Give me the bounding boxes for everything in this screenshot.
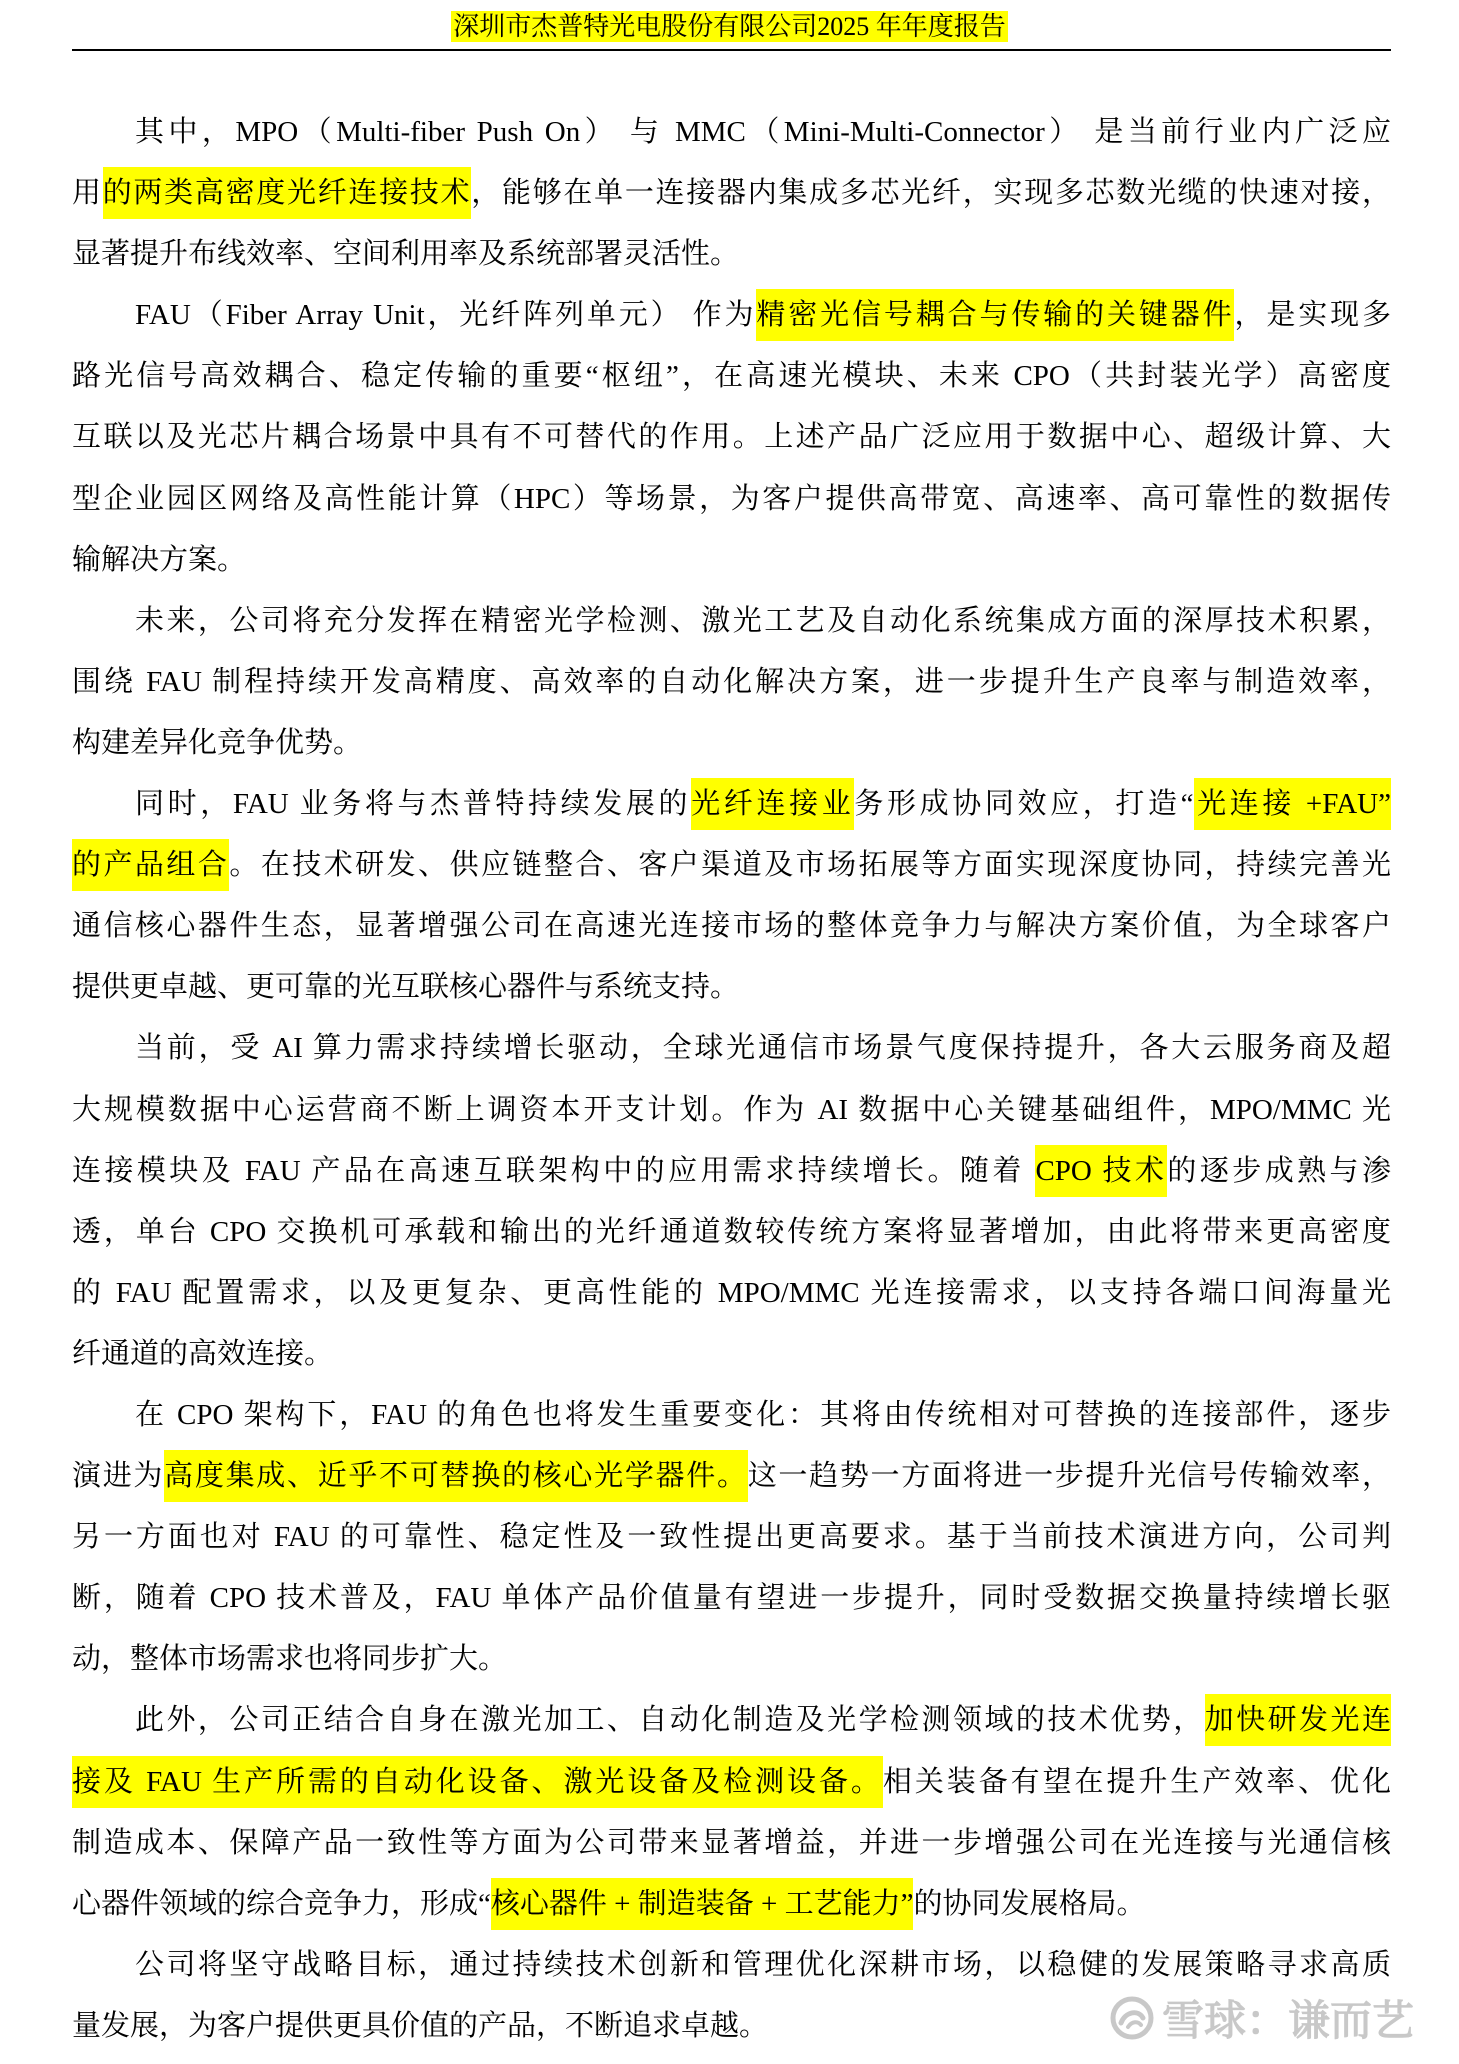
text-run: 公司将坚守战略目标，通过持续技术创新和管理优化深耕市场，以稳健的发展策略寻求高质 (135, 1948, 1391, 1981)
paragraph (72, 285, 1391, 590)
paragraph (72, 1690, 1391, 1934)
paragraph (72, 1385, 1391, 1690)
text-line (72, 1263, 1391, 1324)
text-run: 通信核心器件生态，显著增强公司在高速光连接市场的整体竞争力与解决方案价值，为全球客户 (72, 910, 1391, 943)
text-run: 相关装备有望在提升生产效率、优化 (882, 1765, 1391, 1798)
paragraph (72, 591, 1391, 774)
text-line (72, 102, 1391, 163)
text-run: 另一方面也对 FAU 的可靠性、稳定性及一致性提出更高要求。基于当前技术演进方向，公司判 (72, 1521, 1391, 1554)
report-header (0, 9, 1459, 45)
text-line (72, 713, 1391, 774)
text-line (72, 1935, 1391, 1996)
text-line (72, 774, 1391, 835)
text-line (72, 1813, 1391, 1874)
text-run: 动，整体市场需求也将同步扩大。 (72, 1643, 508, 1676)
text-run: 围绕 FAU 制程持续开发高精度、高效率的自动化解决方案，进一步提升生产良率与制造效率， (72, 665, 1391, 698)
highlighted-text: 的产品组合 (72, 839, 229, 891)
text-run: 路光信号高效耦合、稳定传输的重要“枢纽”，在高速光模块、未来 CPO（共封装光学）高密度 (72, 360, 1391, 393)
text-line (72, 407, 1391, 468)
text-run: 透，单台 CPO 交换机可承载和输出的光纤通道数较传统方案将显著增加，由此将带来更高密度 (72, 1215, 1391, 1248)
text-run: 大规模数据中心运营商不断上调资本开支计划。作为 AI 数据中心关键基础组件，MPO/MMC 光 (72, 1093, 1391, 1126)
highlighted-text: 接及 FAU 生产所需的自动化设备、激光设备及检测设备。 (72, 1756, 883, 1808)
text-run: 型企业园区网络及高性能计算（HPC）等场景，为客户提供高带宽、高速率、高可靠性的数据传 (72, 482, 1391, 515)
paragraph (72, 1018, 1391, 1385)
text-line (72, 1629, 1391, 1690)
text-line (72, 835, 1391, 896)
highlighted-text: CPO 技术 (1035, 1145, 1167, 1197)
text-line (72, 224, 1391, 285)
text-run: 此外，公司正结合自身在激光加工、自动化制造及光学检测领域的技术优势， (135, 1704, 1205, 1737)
text-line (72, 163, 1391, 224)
text-run: ，能够在单一连接器内集成多芯光纤，实现多芯数光缆的快速对接， (471, 177, 1391, 210)
paragraph (72, 774, 1391, 1018)
text-line (72, 530, 1391, 591)
header-divider (72, 49, 1391, 51)
text-line (72, 1385, 1391, 1446)
text-line (72, 652, 1391, 713)
text-run: 互联以及光芯片耦合场景中具有不可替代的作用。上述产品广泛应用于数据中心、超级计算、大 (72, 421, 1391, 454)
text-run: 务形成协同效应，打造“ (854, 788, 1194, 821)
text-run: 未来，公司将充分发挥在精密光学检测、激光工艺及自动化系统集成方面的深厚技术积累， (135, 604, 1391, 637)
watermark (1108, 1990, 1414, 2046)
text-run: 演进为 (72, 1460, 165, 1493)
text-line (72, 1874, 1391, 1935)
highlighted-text: 光纤连接业 (691, 778, 854, 830)
text-line (72, 1446, 1391, 1507)
text-line (72, 469, 1391, 530)
text-run: 构建差异化竞争优势。 (72, 726, 363, 759)
text-line (72, 1507, 1391, 1568)
text-run: 断，随着 CPO 技术普及，FAU 单体产品价值量有望进一步提升，同时受数据交换量持续增长驱 (72, 1582, 1391, 1615)
text-run: 当前，受 AI 算力需求持续增长驱动，全球光通信市场景气度保持提升，各大云服务商及超 (135, 1032, 1391, 1065)
report-header-title: 深圳市杰普特光电股份有限公司2025 年年度报告 (453, 12, 1006, 41)
text-run: 在 CPO 架构下，FAU 的角色也将发生重要变化：其将由传统相对可替换的连接部件，逐步 (135, 1398, 1391, 1431)
text-run: FAU（Fiber Array Unit，光纤阵列单元） 作为 (135, 299, 757, 332)
text-run: 输解决方案。 (72, 543, 247, 576)
text-line (72, 1752, 1391, 1813)
text-run: 的 FAU 配置需求，以及更复杂、更高性能的 MPO/MMC 光连接需求，以支持各端口间海量光 (72, 1276, 1391, 1309)
text-run: ，是实现多 (1234, 299, 1391, 332)
text-line (72, 591, 1391, 652)
text-run: 同时，FAU 业务将与杰普特持续发展的 (135, 788, 692, 821)
text-run: 连接模块及 FAU 产品在高速互联架构中的应用需求持续增长。随着 (72, 1154, 1036, 1187)
text-run: 用 (72, 177, 103, 210)
snowball-logo-icon (1108, 1994, 1156, 2042)
text-line (72, 1690, 1391, 1751)
text-run: 制造成本、保障产品一致性等方面为公司带来显著增益，并进一步增强公司在光连接与光通信核 (72, 1826, 1391, 1859)
highlighted-text: 的两类高密度光纤连接技术 (103, 167, 472, 219)
text-line (72, 285, 1391, 346)
highlighted-text: 高度集成、近乎不可替换的核心光学器件。 (164, 1450, 748, 1502)
text-line (72, 957, 1391, 1018)
text-line (72, 896, 1391, 957)
body-text (72, 102, 1391, 2057)
highlighted-text: 核心器件 + 制造装备 + 工艺能力” (491, 1878, 914, 1930)
text-line (72, 1018, 1391, 1079)
text-run: 心器件领域的综合竞争力，形成“ (72, 1887, 491, 1920)
text-run: 的逐步成熟与渗 (1167, 1154, 1391, 1187)
text-line (72, 1568, 1391, 1629)
highlighted-text: 加快研发光连 (1205, 1694, 1391, 1746)
highlighted-text: 精密光信号耦合与传输的关键器件 (756, 289, 1234, 341)
text-run: 量发展，为客户提供更具价值的产品，不断追求卓越。 (72, 2009, 769, 2042)
text-line (72, 1080, 1391, 1141)
text-line (72, 1202, 1391, 1263)
text-run: 显著提升布线效率、空间利用率及系统部署灵活性。 (72, 238, 740, 271)
text-run: 提供更卓越、更可靠的光互联核心器件与系统支持。 (72, 971, 740, 1004)
text-run: 。在技术研发、供应链整合、客户渠道及市场拓展等方面实现深度协同，持续完善光 (229, 849, 1391, 882)
text-run: 纤通道的高效连接。 (72, 1337, 334, 1370)
text-line (72, 1324, 1391, 1385)
text-run: 的协同发展格局。 (913, 1887, 1146, 1920)
text-line (72, 1141, 1391, 1202)
paragraph (72, 102, 1391, 285)
text-run: 其中，MPO（Multi-fiber Push On） 与 MMC（Mini-Multi-Connector） 是当前行业内广泛应 (135, 116, 1391, 148)
text-run: 这一趋势一方面将进一步提升光信号传输效率， (747, 1460, 1391, 1493)
text-line (72, 346, 1391, 407)
highlighted-text: 光连接 +FAU” (1194, 778, 1391, 830)
watermark-text: 雪球：谦而艺 (1162, 1996, 1415, 2045)
